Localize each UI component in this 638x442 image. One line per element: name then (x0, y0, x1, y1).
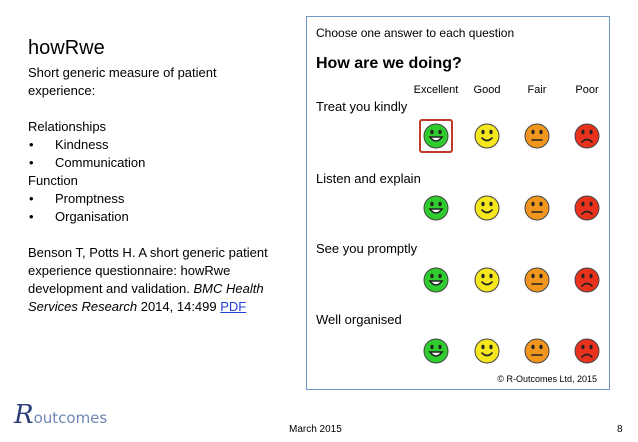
neutral-face-icon[interactable] (524, 338, 550, 364)
question-label-2: Listen and explain (316, 171, 421, 186)
neutral-face-icon[interactable] (524, 123, 550, 149)
r-outcomes-logo: Routcomes (14, 400, 108, 430)
bullet-kindness: • Kindness (29, 137, 109, 152)
copyright-notice: © R-Outcomes Ltd, 2015 (497, 374, 597, 384)
pdf-link[interactable]: PDF (220, 299, 247, 314)
happy-face-icon[interactable] (423, 195, 449, 221)
column-header-good: Good (473, 84, 501, 96)
smiling-face-icon[interactable] (474, 123, 500, 149)
smiling-face-icon[interactable] (474, 338, 500, 364)
neutral-face-icon[interactable] (524, 267, 550, 293)
happy-face-icon[interactable] (423, 338, 449, 364)
neutral-face-icon[interactable] (524, 195, 550, 221)
bullet-promptness: • Promptness (29, 191, 125, 206)
question-label-1: Treat you kindly (316, 99, 408, 114)
section-function: Function (28, 173, 78, 188)
sad-face-icon[interactable] (574, 123, 600, 149)
page-number: 8 (617, 424, 623, 435)
sad-face-icon[interactable] (574, 267, 600, 293)
smiling-face-icon[interactable] (474, 267, 500, 293)
bullet-organisation: • Organisation (29, 209, 129, 224)
sad-face-icon[interactable] (574, 338, 600, 364)
happy-face-icon[interactable] (423, 123, 449, 149)
bullet-communication: • Communication (29, 155, 146, 170)
slide-text-panel (28, 36, 278, 316)
smiling-face-icon[interactable] (474, 195, 500, 221)
column-header-poor: Poor (575, 84, 599, 96)
questionnaire-card (306, 16, 610, 390)
column-header-fair: Fair (527, 84, 547, 96)
question-label-4: Well organised (316, 312, 402, 327)
questionnaire-title: How are we doing? (316, 55, 462, 72)
footer-date: March 2015 (289, 424, 342, 435)
slide-title: howRwe (28, 37, 105, 59)
questionnaire-instruction: Choose one answer to each question (316, 26, 515, 40)
sad-face-icon[interactable] (574, 195, 600, 221)
section-relationships: Relationships (28, 119, 107, 134)
journal-name: BMC Health Services Research (28, 281, 264, 314)
reference-citation: Benson T, Potts H. A short generic patient experience questionnaire: howRwe development and validation. BMC Health Services Research 2014, 14:499 PDF (28, 245, 268, 314)
slide-subtitle: Short generic measure of patient experience: (28, 65, 217, 98)
column-header-excellent: Excellent (413, 84, 459, 96)
happy-face-icon[interactable] (423, 267, 449, 293)
question-label-3: See you promptly (316, 241, 418, 256)
